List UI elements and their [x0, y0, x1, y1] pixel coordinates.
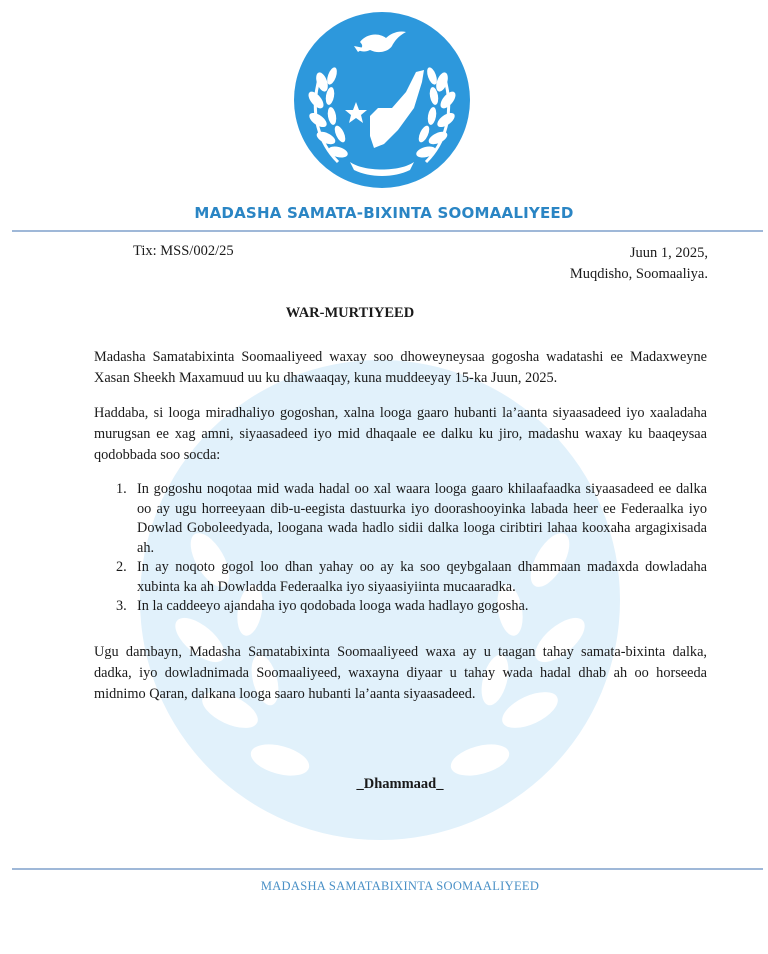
place: Muqdisho, Soomaaliya. [569, 266, 708, 282]
date: Juun 1, 2025, [629, 245, 708, 261]
closing-mark: _Dhammaad_ [356, 776, 444, 792]
list-item [94, 558, 707, 597]
list-item [94, 597, 707, 617]
list-item-text: In ay noqoto gogol loo dhan yahay oo ay ka soo qeybgalaan dhammaan madaxda dowladaha xubinta ka ah Dowladda Federaalka iyo siyaasiyiinta mucaaradka. [137, 559, 707, 595]
paragraph-context: Haddaba, si looga miradhaliyo gogoshan, xalna looga gaaro hubanti la’aanta siyaasadeed iyo xaaladaha murugsan ee xag amni, siyaasadeed iyo mid dhaqaale ee dalku ku jiro, madashu waxay ku baaqeysaa qodobbada soo socda: [94, 405, 707, 463]
document-heading: WAR-MURTIYEED [285, 305, 415, 321]
paragraph-conclusion: Ugu dambayn, Madasha Samatabixinta Soomaaliyeed waxa ay u taagan tahay samata-bixinta dalka, dadka, iyo dowladnimada Soomaaliyeed, waxayna diyaar u tahay wada hadal dhab ah oo horseeda midnimo Qaran, dalkana looga saaro hubanti la’aanta siyaasadeed. [94, 644, 707, 702]
list-item-text: In gogoshu noqotaa mid wada hadal oo xal waara looga gaaro khilaafaadka siyaasadeed ee dalka oo ay ugu horreeyaan dib-u-eegista dastuurka iyo doorashooyinka labada heer ee Federaalka iyo Dowlad Goboleedyada, loogana wada hadlo sidii dalka looga ciribtiri lahaa kooxaha argagixisada ah. [137, 481, 707, 556]
list-item-text: In la caddeeyo ajandaha iyo qodobada looga wada hadlayo gogosha. [137, 598, 529, 614]
footer-text: MADASHA SAMATABIXINTA SOOMAALIYEED [260, 879, 540, 893]
date-place-block [570, 243, 708, 285]
organization-name: MADASHA SAMATA-BIXINTA SOOMAALIYEED [194, 204, 574, 222]
reference-number: Tix: MSS/002/25 [133, 243, 234, 259]
list-item [94, 480, 707, 558]
organization-logo [294, 12, 470, 188]
paragraph-intro: Madasha Samatabixinta Soomaaliyeed waxay soo dhoweyneysaa gogosha wadatashi ee Madaxweyne Xasan Sheekh Maxamuud uu ku dhawaaqay, kuna muddeeyay 15-ka Juun, 2025. [94, 349, 707, 386]
footer-divider [12, 868, 763, 870]
demands-list [94, 480, 707, 617]
list-item-number: 2. [116, 559, 127, 575]
list-item-number: 1. [116, 481, 127, 497]
list-item-number: 3. [116, 598, 127, 614]
header-divider [12, 230, 763, 232]
